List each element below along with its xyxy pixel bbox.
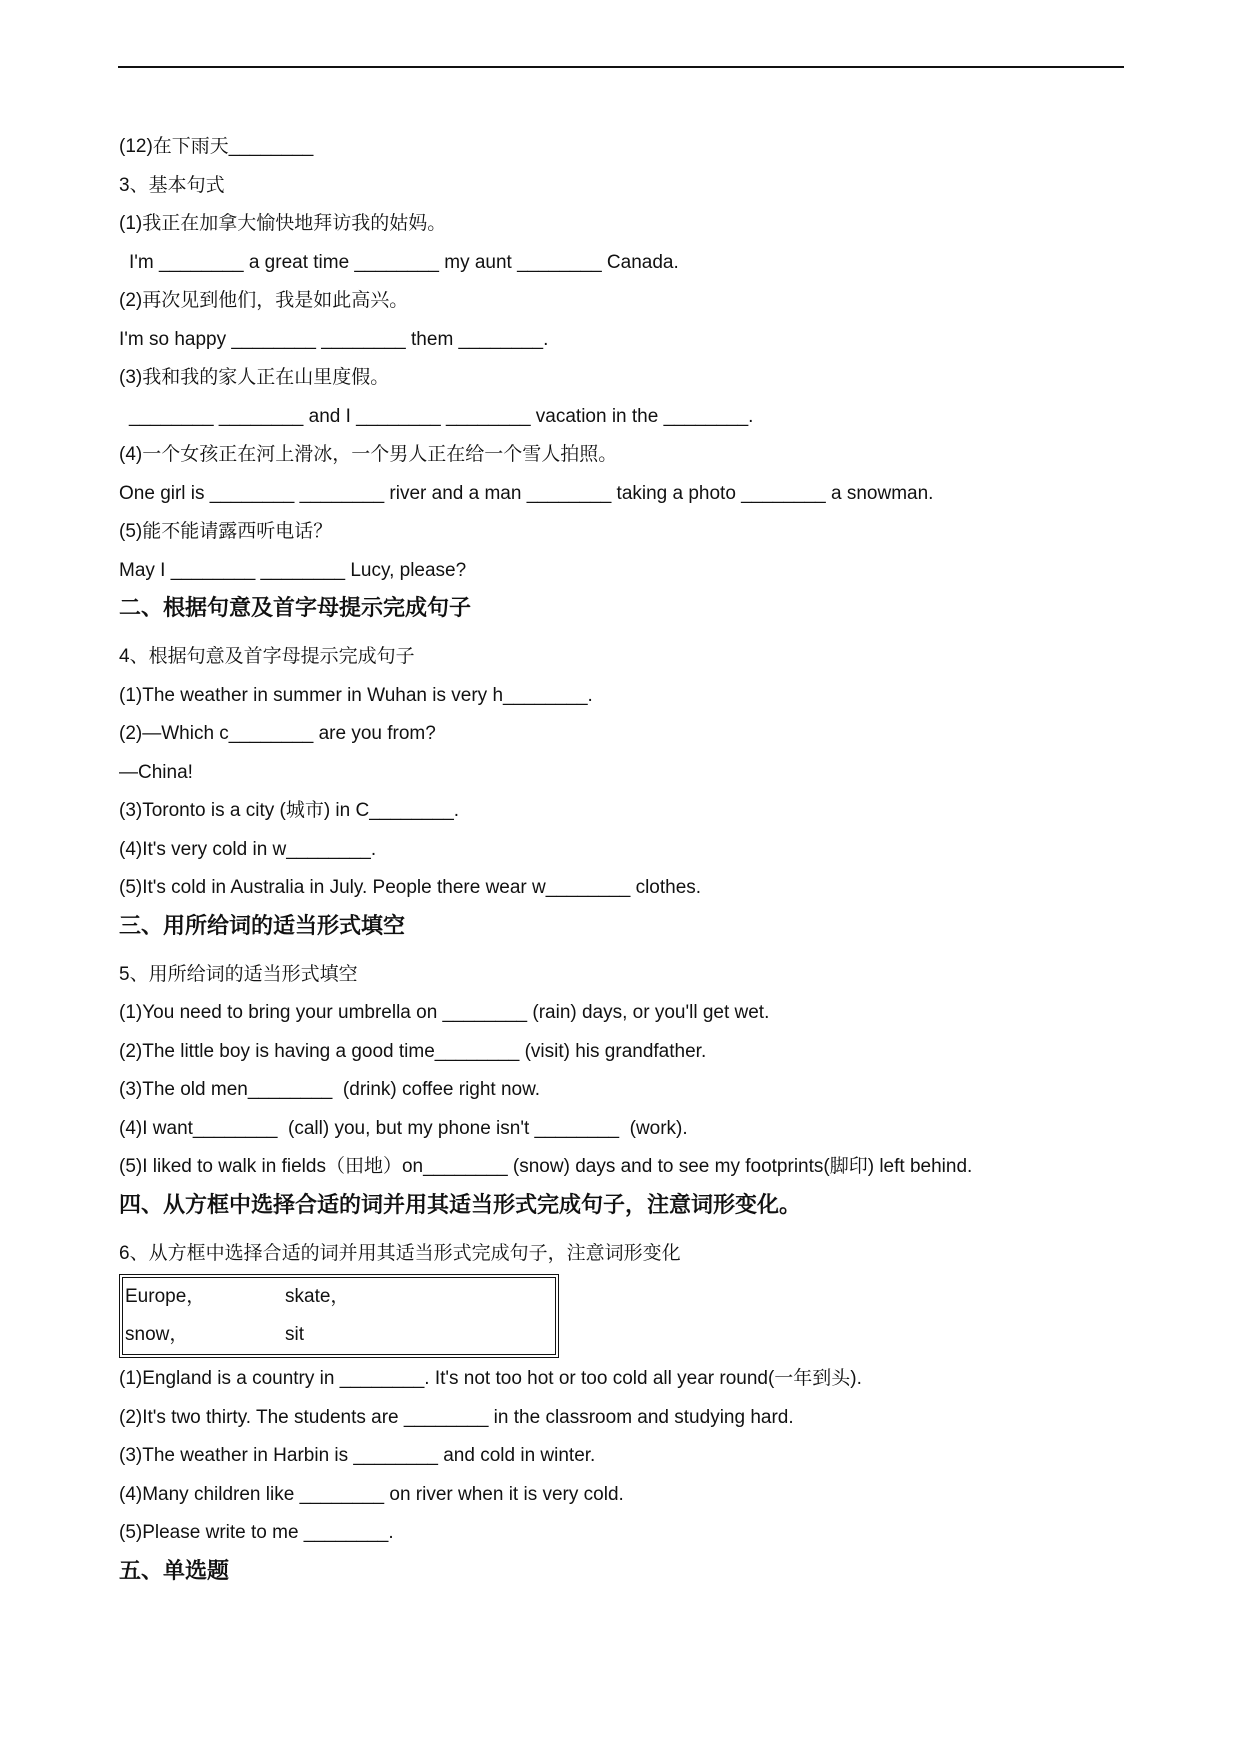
word-box-word: snow， (125, 1324, 189, 1345)
vocab-item-12: (12)在下雨天________ (119, 136, 314, 157)
q4-item-4: (4)It's very cold in w________. (119, 838, 377, 860)
q6-item-5: (5)Please write to me ________. (119, 1522, 394, 1543)
sentence-1-english: I'm ________ a great time ________ my aunt ________ Canada. (129, 251, 679, 273)
sentence-2-chinese: (2)再次见到他们，我是如此高兴。 (119, 290, 409, 311)
q6-item-1: (1)England is a country in ________. It's not too hot or too cold all year round(一年到头). (119, 1368, 862, 1389)
header-rule (118, 66, 1124, 68)
q5-item-2: (2)The little boy is having a good time________ (visit) his grandfather. (119, 1040, 707, 1062)
question-5-title: 5、用所给词的适当形式填空 (119, 963, 358, 985)
q6-item-2: (2)It's two thirty. The students are ________ in the classroom and studying hard. (119, 1406, 794, 1428)
question-6-title: 6、从方框中选择合适的词并用其适当形式完成句子，注意词形变化 (119, 1242, 681, 1264)
sentence-5-chinese: (5)能不能请露西听电话？ (119, 521, 333, 542)
q5-item-1: (1)You need to bring your umbrella on ________ (rain) days, or you'll get wet. (119, 1002, 770, 1023)
part-4-heading: 四、从方框中选择合适的词并用其适当形式完成句子，注意词形变化。 (119, 1192, 802, 1218)
sentence-3-english: ________ ________ and I ________ ________ vacation in the ________. (129, 405, 754, 427)
part-2-heading: 二、根据句意及首字母提示完成句子 (119, 596, 472, 621)
q4-item-3: (3)Toronto is a city (城市) in C________. (119, 800, 460, 821)
word-box-word: Europe， (125, 1286, 206, 1307)
part-3-heading: 三、用所给词的适当形式填空 (119, 913, 406, 939)
q5-item-4: (4)I want________ (call) you, but my phone isn't ________ (work). (119, 1117, 688, 1139)
word-box-word: skate， (285, 1286, 350, 1307)
word-box (119, 1274, 559, 1358)
sentence-4-chinese: (4)一个女孩正在河上滑冰，一个男人正在给一个雪人拍照。 (119, 444, 618, 465)
sentence-1-chinese: (1)我正在加拿大愉快地拜访我的姑妈。 (119, 213, 447, 234)
q6-item-3: (3)The weather in Harbin is ________ and cold in winter. (119, 1445, 596, 1466)
question-4-title: 4、根据句意及首字母提示完成句子 (119, 646, 415, 667)
q5-item-5: (5)I liked to walk in fields（田地）on________ (snow) days and to see my footprints(脚印) left behind. (119, 1156, 973, 1177)
q4-item-1: (1)The weather in summer in Wuhan is very h________. (119, 684, 593, 706)
q4-item-5: (5)It's cold in Australia in July. People there wear w________ clothes. (119, 877, 702, 898)
sentence-3-chinese: (3)我和我的家人正在山里度假。 (119, 367, 390, 388)
word-box-word: sit (285, 1324, 304, 1345)
part-5-heading: 五、单选题 (119, 1558, 230, 1584)
section-3-title: 3、基本句式 (119, 174, 225, 196)
sentence-4-english: One girl is ________ ________ river and a man ________ taking a photo ________ a snowman. (119, 482, 934, 504)
q6-item-4: (4)Many children like ________ on river when it is very cold. (119, 1483, 624, 1505)
word-box-row (125, 1278, 555, 1316)
q4-item-2-answer: —China! (119, 761, 193, 783)
q5-item-3: (3)The old men________ (drink) coffee right now. (119, 1079, 541, 1100)
sentence-5-english: May I ________ ________ Lucy, please? (119, 559, 467, 581)
word-box-row (125, 1316, 555, 1354)
worksheet-content (119, 128, 1129, 1601)
q4-item-2: (2)—Which c________ are you from? (119, 723, 436, 744)
sentence-2-english: I'm so happy ________ ________ them ________. (119, 328, 549, 350)
